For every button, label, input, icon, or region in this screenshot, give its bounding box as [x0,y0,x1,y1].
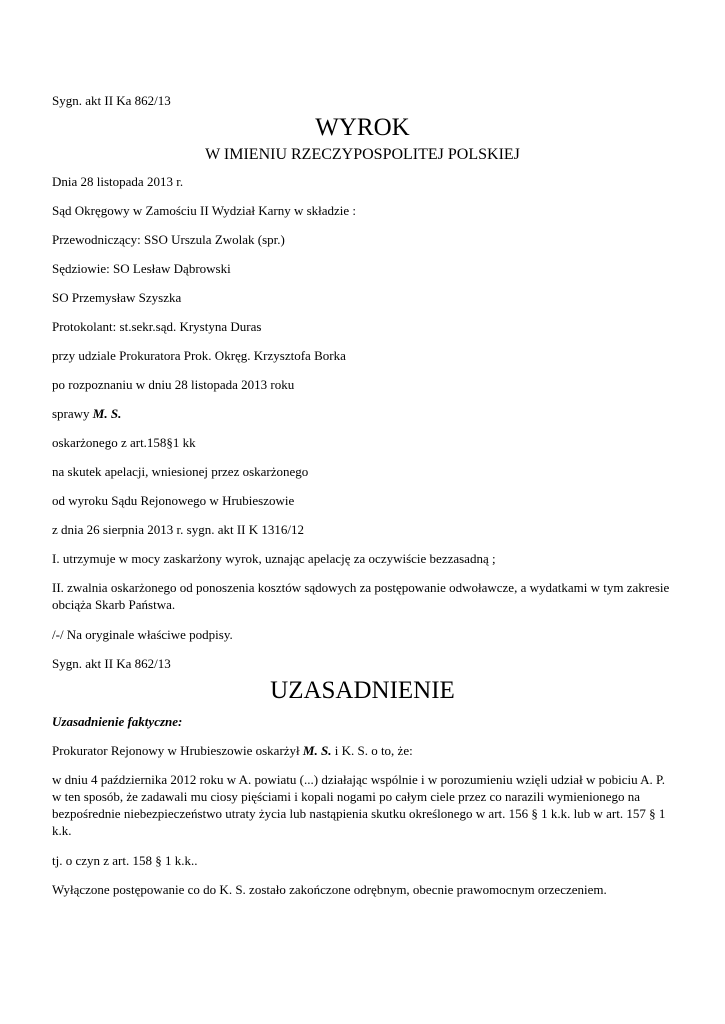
second-judge: SO Przemysław Szyszka [52,290,182,305]
indictment-suffix: i K. S. o to, że: [331,743,413,758]
verdict-subtitle: W IMIENIU RZECZYPOSPOLITEJ POLSKIEJ [205,146,520,163]
facts-paragraph: w dniu 4 października 2012 roku w A. powiatu (...) działając wspólnie i w porozumieniu wzięli udział w pobiciu A. P. w ten sposób, że zadawali mu ciosy pięściami i kopali nogami po całym ciele przez co narazili wymienionego na bezpośrednie niebezpieczeństwo utraty życia lub nastąpienia skutku określonego w art. 156 § 1 k.k. lub w art. 157 § 1 k.k. [52,772,666,838]
justification-title: UZASADNIENIE [270,677,455,704]
indictment-prefix: Prokurator Rejonowy w Hrubieszowie oskarżył [52,743,303,758]
legal-qualification: tj. o czyn z art. 158 § 1 k.k.. [52,853,198,868]
case-prefix: sprawy [52,406,93,421]
hearing-date: po rozpoznaniu w dniu 28 listopada 2013 roku [52,377,295,392]
appeal: na skutek apelacji, wniesionej przez oskarżonego [52,464,309,479]
factual-justification-heading: Uzasadnienie faktyczne: [52,714,183,729]
ruling-point-1: I. utrzymuje w mocy zaskarżony wyrok, uznając apelację za oczywiście bezzasadną ; [52,551,496,566]
lower-court-judgment-date: z dnia 26 sierpnia 2013 r. sygn. akt II K 1316/12 [52,522,305,537]
prosecutor: przy udziale Prokuratora Prok. Okręg. Krzysztofa Borka [52,348,346,363]
ruling-point-2: II. zwalnia oskarżonego od ponoszenia kosztów sądowych za postępowanie odwoławcze, a wydatkami w tym zakresie obciąża Skarb Państwa. [52,580,670,612]
court-composition: Sąd Okręgowy w Zamościu II Wydział Karny w składzie : [52,203,357,218]
excluded-proceedings: Wyłączone postępowanie co do K. S. zostało zakończone odrębnym, obecnie prawomocnym orzeczeniem. [52,882,607,897]
indictment [52,742,677,759]
case-line [52,405,677,422]
court-clerk: Protokolant: st.sekr.sąd. Krystyna Duras [52,319,262,334]
verdict-date: Dnia 28 listopada 2013 r. [52,174,184,189]
presiding-judge: Przewodniczący: SSO Urszula Zwolak (spr.) [52,232,285,247]
lower-court-judgment: od wyroku Sądu Rejonowego w Hrubieszowie [52,493,295,508]
case-signature-top: Sygn. akt II Ka 862/13 [52,93,171,108]
indictment-defendant: M. S. [302,743,332,758]
judges: Sędziowie: SO Lesław Dąbrowski [52,261,231,276]
verdict-title: WYROK [315,114,410,141]
case-signature-bottom: Sygn. akt II Ka 862/13 [52,656,171,671]
charge: oskarżonego z art.158§1 kk [52,435,196,450]
defendant-name: M. S. [92,406,122,421]
signatures-note: /-/ Na oryginale właściwe podpisy. [52,627,233,642]
